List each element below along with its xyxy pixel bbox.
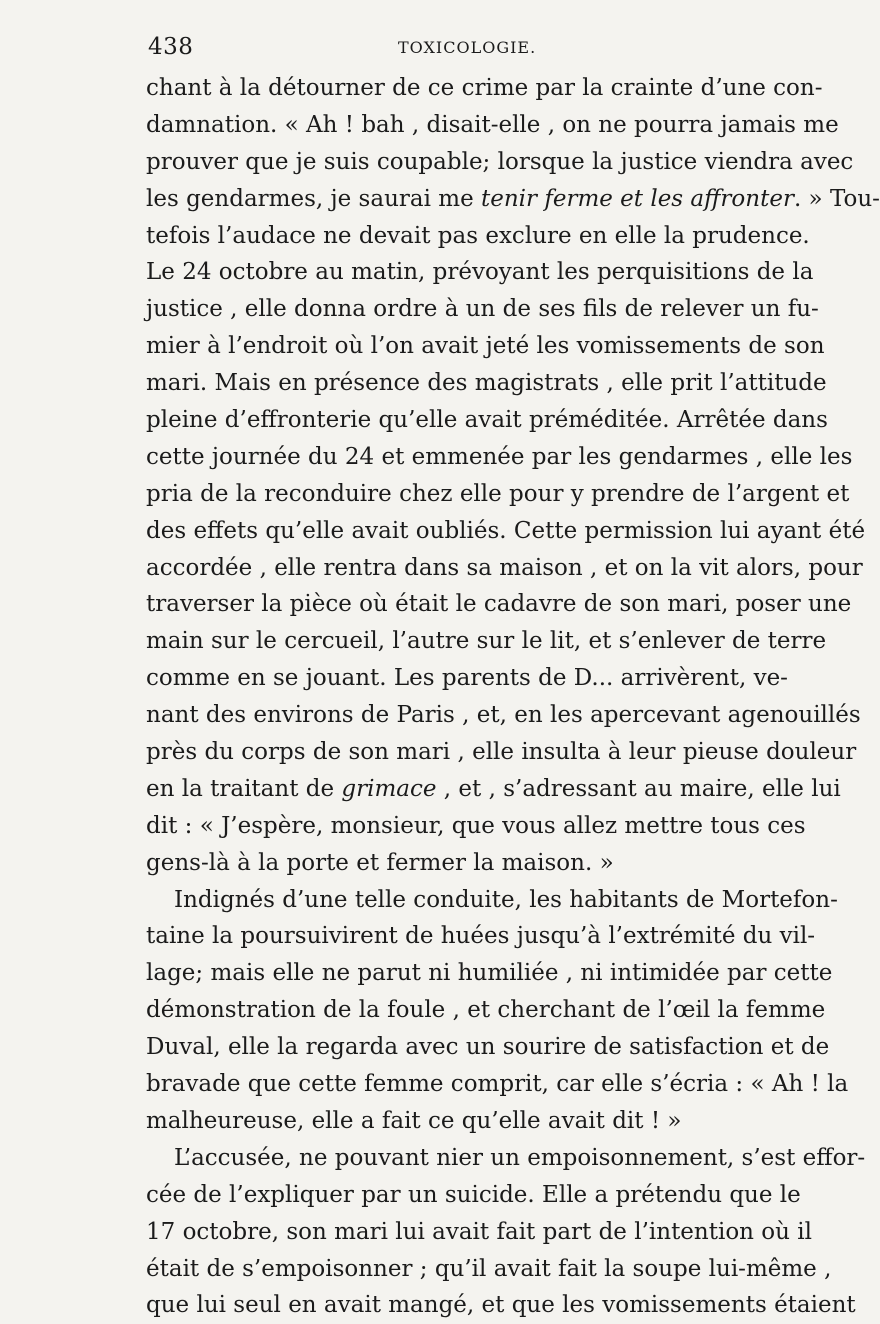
text-run: les gendarmes, je saurai me — [146, 185, 481, 212]
text-line — [146, 107, 839, 144]
text-line — [146, 623, 827, 660]
text-line — [146, 328, 825, 365]
text-run: , et , s’adressant au maire, elle lui — [436, 775, 841, 802]
text-run: justice , elle donna ordre à un de ses fils de relever un fu- — [146, 296, 819, 323]
text-line — [146, 476, 850, 513]
text-run: pria de la reconduire chez elle pour y prendre de l’argent et — [146, 480, 850, 507]
text-run: prouver que je suis coupable; lorsque la justice viendra avec — [146, 148, 854, 175]
italic-text: grimace — [341, 775, 437, 802]
text-run: était de s’empoisonner ; qu’il avait fait la soupe lui-même , — [146, 1255, 832, 1282]
text-run: cée de l’expliquer par un suicide. Elle a prétendu que le — [146, 1181, 801, 1208]
text-run: main sur le cercueil, l’autre sur le lit, et s’enlever de terre — [146, 628, 827, 655]
text-run: lage; mais elle ne parut ni humiliée , ni intimidée par cette — [146, 960, 833, 987]
running-title: TOXICOLOGIE. — [398, 38, 537, 57]
text-line — [146, 1029, 830, 1066]
text-line — [146, 365, 827, 402]
text-run: nant des environs de Paris , et, en les apercevant agenouillés — [146, 702, 861, 729]
text-run: pleine d’effronterie qu’elle avait préméditée. Arrêtée dans — [146, 407, 828, 434]
text-run: démonstration de la foule , et cherchant de l’œil la femme — [146, 997, 826, 1024]
text-run: 17 octobre, son mari lui avait fait part de l’intention où il — [146, 1218, 812, 1245]
text-run: L’accusée, ne pouvant nier un empoisonnement, s’est effor- — [174, 1144, 866, 1171]
text-line — [146, 771, 841, 808]
text-line — [146, 1103, 766, 1140]
text-line — [146, 550, 863, 587]
text-run: que lui seul en avait mangé, et que les vomissements étaient — [146, 1292, 856, 1319]
text-run: malheureuse, elle a fait ce qu’elle avait dit ! » — [146, 1107, 682, 1134]
page-header — [148, 30, 768, 62]
text-run: taine la poursuivirent de huées jusqu’à l’extrémité du vil- — [146, 923, 816, 950]
text-line — [146, 181, 880, 218]
text-run: Duval, elle la regarda avec un sourire de satisfaction et de — [146, 1034, 830, 1061]
text-line — [146, 254, 814, 291]
text-line — [146, 291, 819, 328]
text-line — [146, 1287, 856, 1324]
text-run: damnation. « Ah ! bah , disait-elle , on ne pourra jamais me — [146, 111, 839, 138]
text-run: en la traitant de — [146, 775, 342, 802]
italic-text: tenir ferme et les affronter — [481, 185, 794, 212]
text-run: tefois l’audace ne devait pas exclure en elle la prudence. — [146, 222, 810, 249]
text-line — [146, 955, 833, 992]
text-run: mier à l’endroit où l’on avait jeté les vomissements de son — [146, 333, 825, 360]
text-run: cette journée du 24 et emmenée par les gendarmes , elle les — [146, 443, 853, 470]
text-run: accordée , elle rentra dans sa maison , et on la vit alors, pour — [146, 554, 863, 581]
text-line — [146, 70, 823, 107]
text-line — [146, 734, 857, 771]
text-run: des effets qu’elle avait oubliés. Cette permission lui ayant été — [146, 517, 866, 544]
text-line — [146, 1140, 866, 1177]
text-run: près du corps de son mari , elle insulta à leur pieuse douleur — [146, 739, 857, 766]
text-run: Indignés d’une telle conduite, les habitants de Mortefon- — [174, 886, 838, 913]
text-line — [146, 144, 854, 181]
text-line — [146, 845, 766, 882]
page-number: 438 — [148, 34, 194, 60]
text-line — [146, 218, 810, 255]
text-run: chant à la détourner de ce crime par la crainte d’une con- — [146, 75, 823, 101]
text-line — [146, 1066, 849, 1103]
text-run: . » Tou- — [793, 185, 880, 212]
text-run: mari. Mais en présence des magistrats , elle prit l’attitude — [146, 370, 827, 397]
text-line — [146, 697, 861, 734]
text-line — [146, 1177, 801, 1214]
text-line — [146, 1214, 812, 1251]
text-run: bravade que cette femme comprit, car elle s’écria : « Ah ! la — [146, 1071, 849, 1098]
text-line — [146, 882, 838, 919]
body-text — [146, 70, 880, 1324]
text-run: traverser la pièce où était le cadavre de son mari, poser une — [146, 591, 852, 618]
text-line — [146, 513, 866, 550]
text-line — [146, 586, 852, 623]
text-line — [146, 918, 816, 955]
text-run: Le 24 octobre au matin, prévoyant les perquisitions de la — [146, 259, 814, 286]
text-line — [146, 402, 828, 439]
text-line — [146, 660, 788, 697]
text-run: dit : « J’espère, monsieur, que vous allez mettre tous ces — [146, 812, 806, 839]
text-line — [146, 992, 826, 1029]
text-run: comme en se jouant. Les parents de D... arrivèrent, ve- — [146, 665, 788, 692]
text-line — [146, 808, 806, 845]
text-run: gens-là à la porte et fermer la maison. » — [146, 849, 614, 876]
text-line — [146, 439, 853, 476]
text-line — [146, 1251, 832, 1288]
